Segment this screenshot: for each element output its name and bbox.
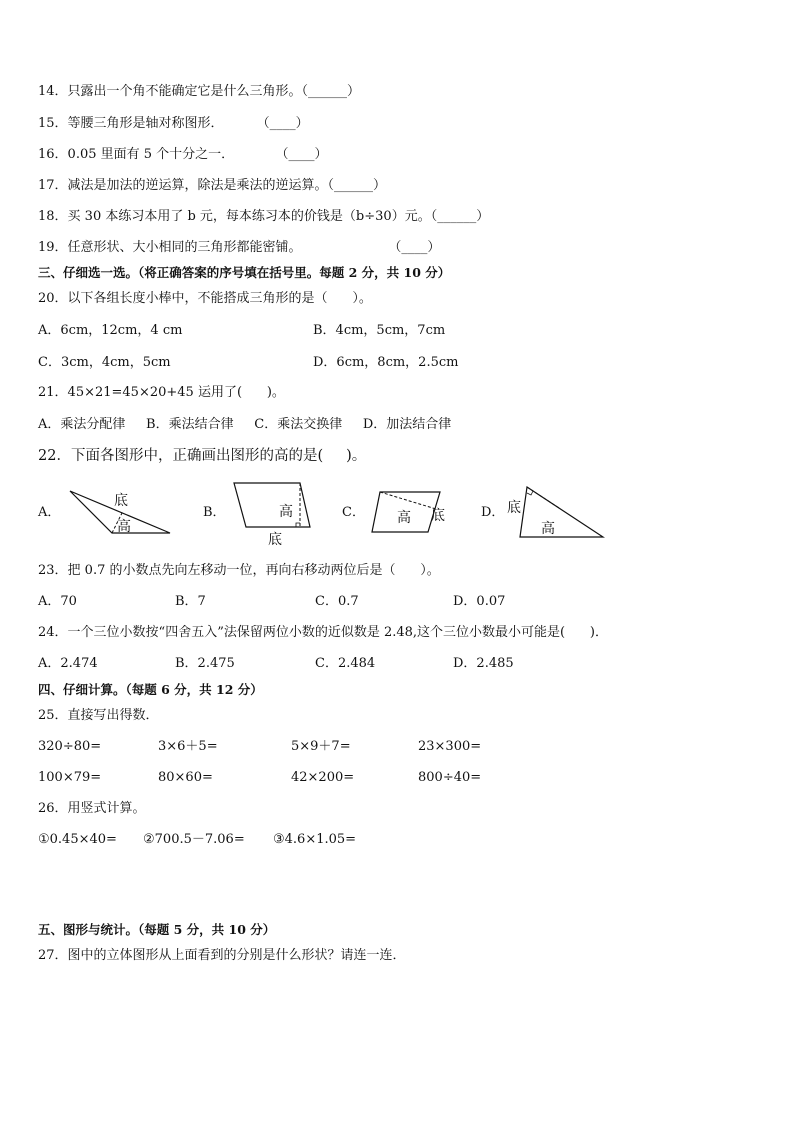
- vertical-calc-item: ③4.6×1.05=: [273, 832, 357, 847]
- question-27-stem: 27．图中的立体图形从上面看到的分别是什么形状？请连一连．: [38, 948, 406, 963]
- figure-b-height-label: 高: [279, 504, 293, 520]
- question-17: 17．减法是加法的逆运算，除法是乘法的逆运算。（______）: [38, 178, 387, 193]
- question-24-option-b: B．2.475: [175, 656, 235, 671]
- vertical-calc-item: ②700.5－7.06=: [143, 832, 245, 847]
- figure-a-label: A．: [38, 505, 61, 520]
- section-3-heading: 三、仔细选一选。（将正确答案的序号填在括号里。每题 2 分，共 10 分）: [38, 265, 451, 280]
- question-24-option-c: C．2.484: [315, 656, 376, 671]
- question-14: 14．只露出一个角不能确定它是什么三角形。（______）: [38, 84, 361, 99]
- section-5-heading: 五、图形与统计。（每题 5 分，共 10 分）: [38, 922, 276, 937]
- section-4-heading: 四、仔细计算。（每题 6 分，共 12 分）: [38, 682, 263, 697]
- question-24-stem: 24．一个三位小数按“四舍五入”法保留两位小数的近似数是 2.48,这个三位小数最小可能是( )．: [38, 625, 608, 640]
- figure-b-base-label: 底: [268, 532, 282, 548]
- figure-d-triangle: [505, 482, 605, 540]
- figure-c-height-label: 高: [397, 510, 411, 526]
- question-21-options: A．乘法分配律 B．乘法结合律 C．乘法交换律 D．加法结合律: [38, 417, 452, 432]
- figure-b-label: B．: [203, 505, 226, 520]
- calc-item: 42×200=: [291, 770, 355, 785]
- vertical-calc-item: ①0.45×40=: [38, 832, 117, 847]
- figure-c-label: C．: [342, 505, 365, 520]
- figure-d-base-label: 底: [507, 500, 521, 516]
- figure-c-base-label: 底: [431, 508, 445, 524]
- question-24-option-d: D．2.485: [453, 656, 514, 671]
- question-23-option-a: A．70: [38, 594, 77, 609]
- question-23-option-c: C．0.7: [315, 594, 359, 609]
- question-20-option-d: D．6cm，8cm，2.5cm: [313, 355, 459, 370]
- calc-item: 320÷80=: [38, 739, 102, 754]
- figure-a-triangle: [64, 487, 174, 539]
- calc-item: 5×9＋7=: [291, 739, 351, 754]
- calc-item: 100×79=: [38, 770, 102, 785]
- question-23-stem: 23．把 0.7 的小数点先向左移动一位，再向右移动两位后是（ ）。: [38, 563, 440, 578]
- question-20-option-b: B．4cm，5cm，7cm: [313, 323, 446, 338]
- calc-item: 80×60=: [158, 770, 213, 785]
- calc-item: 23×300=: [418, 739, 482, 754]
- calc-item: 3×6＋5=: [158, 739, 218, 754]
- question-15: 15．等腰三角形是轴对称图形． （____）: [38, 116, 309, 131]
- question-25-stem: 25．直接写出得数．: [38, 708, 159, 723]
- question-24-option-a: A．2.474: [38, 656, 98, 671]
- figure-d-height-label: 高: [541, 521, 555, 537]
- figure-a-height-label: 高: [117, 519, 131, 535]
- question-21-stem: 21．45×21=45×20+45 运用了( )。: [38, 385, 285, 400]
- figure-b-parallelogram: [230, 480, 315, 550]
- question-26-stem: 26．用竖式计算。: [38, 801, 146, 816]
- calc-item: 800÷40=: [418, 770, 482, 785]
- question-23-option-b: B．7: [175, 594, 206, 609]
- question-20-stem: 20．以下各组长度小棒中，不能搭成三角形的是（ ）。: [38, 291, 372, 306]
- question-18: 18．买 30 本练习本用了 b 元，每本练习本的价钱是（b÷30）元。（______）: [38, 209, 490, 224]
- question-22-stem: 22．下面各图形中，正确画出图形的高的是( )。: [38, 448, 367, 464]
- figure-c-parallelogram: [368, 485, 458, 535]
- question-16: 16．0.05 里面有 5 个十分之一． （____）: [38, 147, 328, 162]
- question-20-option-a: A．6cm，12cm，4 cm: [38, 323, 183, 338]
- question-23-option-d: D．0.07: [453, 594, 506, 609]
- figure-d-label: D．: [481, 505, 505, 520]
- figure-a-base-label: 底: [114, 493, 128, 509]
- question-19: 19．任意形状、大小相同的三角形都能密铺。 （____）: [38, 240, 441, 255]
- question-20-option-c: C．3cm，4cm，5cm: [38, 355, 171, 370]
